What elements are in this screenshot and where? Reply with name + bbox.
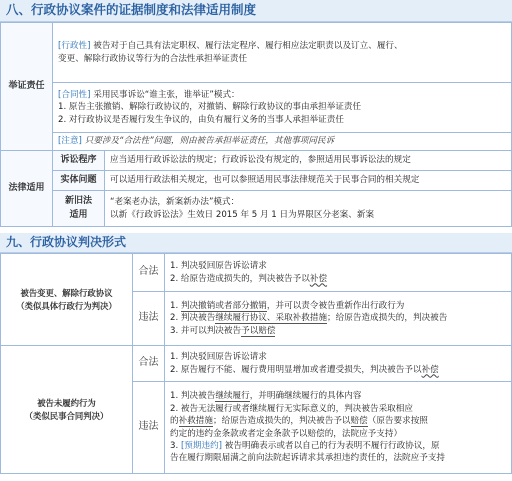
group2-legal-cell: 1. 判决驳回原告诉讼请求 2. 原告履行不能、履行费用明显增加或者遭受损失，判决被告予以补偿 [165,346,512,382]
group1-label: 被告变更、解除行政协议 （类似具体行政行为判决） [1,254,133,346]
evidence-law-table [0,22,512,227]
section-8-title: 八、行政协议案件的证据制度和法律适用制度 [0,0,512,22]
contract-tag: [合同性] [58,89,91,100]
law-procedure-label: 诉讼程序 [53,151,105,171]
group1-illegal-cell: 1. 判决撤销或者部分撤销，并可以责令被告重新作出行政行为 2. 判决被告继续履行协议、采取补救措施；给原告造成损失的，判决被告 3. 并可以判决被告予以赔偿 [165,292,512,346]
judgment-table [0,253,512,474]
legality-tag: [行政性] [58,41,91,52]
law-label: 法律适用 [1,151,53,227]
law-substance-text: 可以适用行政法相关规定，也可以参照适用民事法律规范关于民事合同的相关规定 [105,171,512,191]
note-text: 只要涉及“合法性”问题，则由被告承担举证责任，其他事项同民诉 [84,136,335,147]
burden-label: 举证责任 [1,23,53,151]
law-procedure-text: 应当适用行政诉讼法的规定；行政诉讼没有规定的，参照适用民事诉讼法的规定 [105,151,512,171]
group2-illegal-cell: 1. 判决被告继续履行，并明确继续履行的具体内容 2. 被告无法履行或者继续履行无实际意义的，判决被告采取相应 的补救措施；给原告造成损失的，判决被告予以赔偿（原告要求按照 约定的违约金条款或者定金条款予以赔偿的，法院应予支持） 3. [预期违约] 被告明确表示或者以自己的行为表明不履行行政协议，原 告在履行期限届满之前向法院起诉请求其承担违约责任的，法院应予支持 [165,382,512,474]
group1-legal-cell: 1. 判决驳回原告诉讼请求 2. 给原告造成损失的，判决被告予以补偿 [165,254,512,292]
burden-note-cell [53,133,512,151]
group1-illegal-kind: 违法 [133,292,165,346]
group2-label: 被告未履约行为 （类似民事合同判决） [1,346,133,474]
group1-legal-kind: 合法 [133,254,165,292]
law-substance-label: 实体问题 [53,171,105,191]
section-9-title: 九、行政协议判决形式 [0,233,512,253]
law-newold-label: 新旧法 适用 [53,191,105,227]
group2-illegal-kind: 违法 [133,382,165,474]
note-tag: [注意] [58,136,82,147]
group2-legal-kind: 合法 [133,346,165,382]
burden-legality-cell: [行政性] 被告对于自己具有法定职权、履行法定程序、履行相应法定职责以及订立、履行、 变更、解除行政协议等行为的合法性承担举证责任 [53,23,512,83]
burden-contract-cell: [合同性] 采用民事诉讼“谁主张，谁举证”模式： 1. 原告主张撤销、解除行政协议的，对撤销、解除行政协议的事由承担举证责任 2. 对行政协议是否履行发生争议的，由负有履行义务的当事人承担举证责任 [53,83,512,133]
law-newold-text: “老案老办法，新案新办法”模式： 以新《行政诉讼法》生效日 2015 年 5 月 1 日为界限区分老案、新案 [105,191,512,227]
anticipatory-breach-tag: [预期违约] [180,440,223,451]
